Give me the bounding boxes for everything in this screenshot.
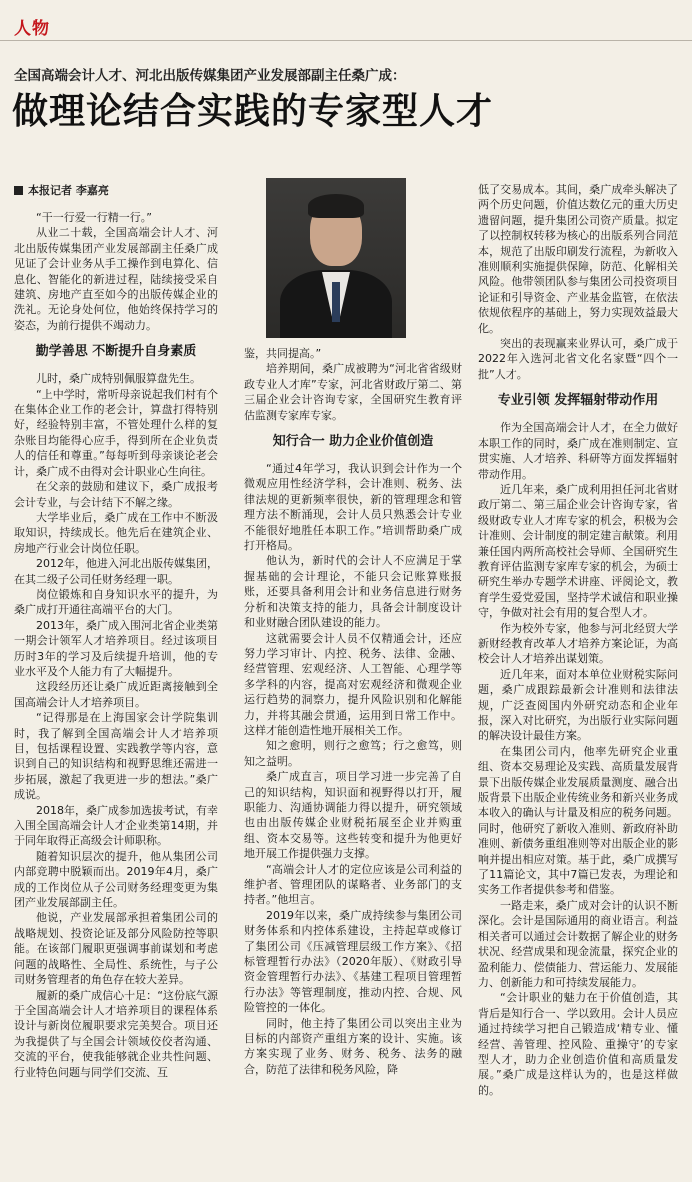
paragraph: 一路走来，桑广成对会计的认识不断深化。会计是国际通用的商业语言。利益相关者可以通过会计数据了解企业的财务状况、经营成果和现金流量，探究企业的盈利能力、偿债能力、营运能力、发展能力、创新能力和可持续发展能力。: [478, 898, 678, 989]
byline-square-icon: [14, 186, 23, 195]
column-1: [14, 210, 218, 1080]
article-subtitle: 全国高端会计人才、河北出版传媒集团产业发展部副主任桑广成：: [14, 68, 406, 84]
paragraph: “干一行爱一行精一行。”: [36, 211, 152, 224]
paragraph: 近几年来，面对本单位业财税实际问题，桑广成跟踪最新会计准则和法律法规，广泛查阅国内外研究动态和企业年报，深入对比研究，为出版行业实际问题的解决设计最佳方案。: [478, 667, 678, 743]
paragraph: 鉴，共同提高。”: [244, 347, 322, 360]
paragraph: 儿时，桑广成特别佩服算盘先生。: [36, 372, 201, 386]
byline-text: 本报记者 李嘉亮: [28, 184, 109, 197]
paragraph: 这段经历还让桑广成近距离接触到全国高端会计人才培养项目。: [14, 680, 218, 709]
paragraph: “会计职业的魅力在于价值创造，其背后是知行合一、学以致用。会计人员应通过持续学习把自己锻造成‘精专业、懂经营、善管理、控风险、重操守’的专家型人才，助力企业创造价值和高质量发展。”桑广成是这样认为的，也是这样做的。: [478, 991, 678, 1097]
byline: [14, 182, 109, 198]
paragraph: 桑广成直言，项目学习进一步完善了自己的知识结构，知识面和视野得以打开，履职能力、沟通协调能力得以提升，研究领域也由出版传媒企业财税拓展至企业并购重组、资本交易等。这些转变和提升为他更好地开展工作提供强力支撑。: [244, 770, 462, 861]
paragraph: 近几年来，桑广成利用担任河北省财政厅第二、第三届企业会计咨询专家，省级财政专业人才库专家的机会，积极为会计准则、会计制度的制定建言献策。利用兼任国内两所高校社会导师、全国研究生教育评估监测专家库专家的机会，为硕士研究生举办专题学术讲座、评阅论文，教育学生爱党爱国，坚持学术诚信和职业操守，争做对社会有用的复合型人才。: [478, 482, 678, 620]
paragraph: 在集团公司内，他率先研究企业重组、资本交易理论及实践、高质量发展背景下出版传媒企业发展质量测度、融合出版背景下出版企业传统业务和新兴业务成本收入的确认与计量及相应的税务问题。同时，他研究了新收入准则、新政府补助准则、新债务重组准则等对出版企业的影响并提出相应对策。基于此，桑广成撰写了11篇论文，其中7篇已发表，为理论和实务工作者提供参考和借鉴。: [478, 744, 678, 897]
subheading-3: 专业引领 发挥辐射带动作用: [497, 393, 659, 409]
paragraph: 2013年，桑广成入围河北省企业类第一期会计领军人才培养项目。经过该项目历时3年的学习及后续提升培训，他的专业水平及个人能力有了大幅提升。: [14, 618, 218, 678]
paragraph: 同时，他主持了集团公司以突出主业为目标的内部资产重组方案的设计、实施。该方案实现了业务、财务、税务、法务的融合，防范了法律和税务风险，降: [244, 1016, 462, 1076]
paragraph: 2019年以来，桑广成持续参与集团公司财务体系和内控体系建设，主持起草或修订了集团公司《压减管理层级工作方案》、《招标管理暂行办法》（2020年版）、《财政引导资金管理暂行办法》、《基建工程项目管理暂行办法》等管理制度，推动内控、合规、风险管控的一体化。: [244, 908, 462, 1015]
paragraph: 培养期间，桑广成被聘为“河北省省级财政专业人才库”专家，河北省财政厅第二、第三届企业会计咨询专家，全国研究生教育评估监测专家库专家。: [244, 362, 462, 422]
paragraph: 这就需要会计人员不仅精通会计，还应努力学习审计、内控、税务、法律、金融、经营管理、宏观经济、人工智能、心理学等多学科的内容，提高对宏观经济和微观企业运行趋势的洞察力，提升风险识别和化解能力，并将其融会贯通，运用到日常工作中。这样才能创造性地开展相关工作。: [244, 631, 462, 737]
subheading-1: 勤学善思 不断提升自身素质: [35, 344, 197, 360]
paragraph: “记得那是在上海国家会计学院集训时，我了解到全国高端会计人才培养项目，包括课程设置、实践教学等内容，意识到自己的知识结构和视野思维还需进一步拓展，激起了我更进一步的想法。”桑广成说。: [14, 711, 218, 802]
paragraph: “高端会计人才的定位应该是公司利益的维护者、管理团队的谋略者、业务部门的支持者。”他坦言。: [244, 862, 462, 907]
subheading-2: 知行合一 助力企业价值创造: [272, 434, 434, 450]
paragraph: 从业二十载，全国高端会计人才、河北出版传媒集团产业发展部副主任桑广成见证了会计业务从手工操作到电算化、信息化、智能化的新进过程，陆续接受采自建筑、房地产直至如今的出版传媒企业的洗礼。无论身处何位，他始终保持学习的姿态，为前行提供不竭动力。: [14, 226, 218, 332]
paragraph: 2012年，他进入河北出版传媒集团，在其二级子公司任财务经理一职。: [14, 557, 218, 586]
paragraph: 突出的表现赢来业界认可，桑广成于2022年入选河北省文化名家暨“四个一批”人才。: [478, 337, 678, 381]
column-3: [478, 182, 678, 1098]
section-tag: 人物: [14, 19, 50, 39]
paragraph: 作为全国高端会计人才，在全力做好本职工作的同时，桑广成在准则制定、宣贯实施、人才培养、科研等方面发挥辐射带动作用。: [478, 421, 678, 481]
paragraph: 他认为，新时代的会计人不应满足于掌握基础的会计理论，不能只会记账算账报账，还要具备利用会计和业务信息进行财务分析和决策支持的能力，具备会计制度设计和业财融合团队建设的能力。: [244, 554, 462, 630]
section-divider: [0, 40, 692, 41]
column-2: [244, 346, 462, 1077]
article-headline: 做理论结合实践的专家型人才: [12, 91, 494, 132]
paragraph: 随着知识层次的提升，他从集团公司内部竞聘中脱颖而出。2019年4月，桑广成的工作岗位从子公司财务经理变更为集团产业发展部副主任。: [14, 849, 218, 910]
paragraph: 他说，产业发展部承担着集团公司的战略规划、投资论证及部分风险防控等职能。在该部门履职更强调事前谋划和考虑问题的战略性、全局性、系统性，与子公司财务管理者的角色存在较大差异。: [14, 911, 218, 987]
paragraph: 大学毕业后，桑广成在工作中不断汲取知识，持续成长。他先后在建筑企业、房地产行业会计岗位任职。: [14, 510, 218, 555]
paragraph: 在父亲的鼓励和建议下，桑广成报考会计专业，与会计结下不解之缘。: [14, 480, 218, 509]
portrait-photo: [266, 178, 406, 338]
paragraph: 作为校外专家，他参与河北经贸大学新财经教育改革人才培养方案论证，为高校会计人才培养出谋划策。: [478, 621, 678, 666]
paragraph: 岗位锻炼和自身知识水平的提升，为桑广成打开通往高端平台的大门。: [14, 587, 218, 617]
paragraph: “通过4年学习，我认识到会计作为一个微观应用性经济学科，会计准则、税务、法律法规的更新频率很快，新的管理理念和管理方法不断涌现，会计人员只熟悉会计专业不能很好地胜任本职工作。”培训帮助桑广成打开格局。: [244, 462, 462, 553]
paragraph: “上中学时，常听母亲说起我们村有个在集体企业工作的老会计，算盘打得特别好，经验特别丰富，不管处理什么样的复杂账目均能得心应手，得到所在企业负责人的信任和尊重。”每每听到母亲谈论老会计，桑广成不由得对会计职业心生向往。: [14, 387, 218, 478]
portrait-tie: [332, 282, 340, 322]
portrait-hair: [308, 194, 364, 218]
paragraph: 低了交易成本。其间，桑广成牵头解决了两个历史问题，价值达数亿元的重大历史遗留问题，提升集团公司资产质量。拟定了以控制权转移为核心的出版系列合同范本，规范了出版印刷发行流程，为新收入准则顺利实施提供保障，防范、化解相关风险。他带领团队参与集团公司投资项目论证和引导资金、产业基金监管，在依法依规依程序的基础上，努力实现效益最大化。: [478, 183, 678, 335]
paragraph: 知之愈明，则行之愈笃；行之愈笃，则知之益明。: [244, 739, 462, 768]
paragraph: 履新的桑广成信心十足：“这份底气源于全国高端会计人才培养项目的课程体系设计与新岗位履职要求完美契合。项目还为我提供了与全国会计领域佼佼者沟通、交流的平台，使我能够就企业共性问题、行业特色问题与同学们交流、互: [14, 988, 218, 1079]
paragraph: 2018年，桑广成参加选拔考试，有幸入围全国高端会计人才企业类第14期，并于同年取得正高级会计师职称。: [14, 803, 218, 848]
